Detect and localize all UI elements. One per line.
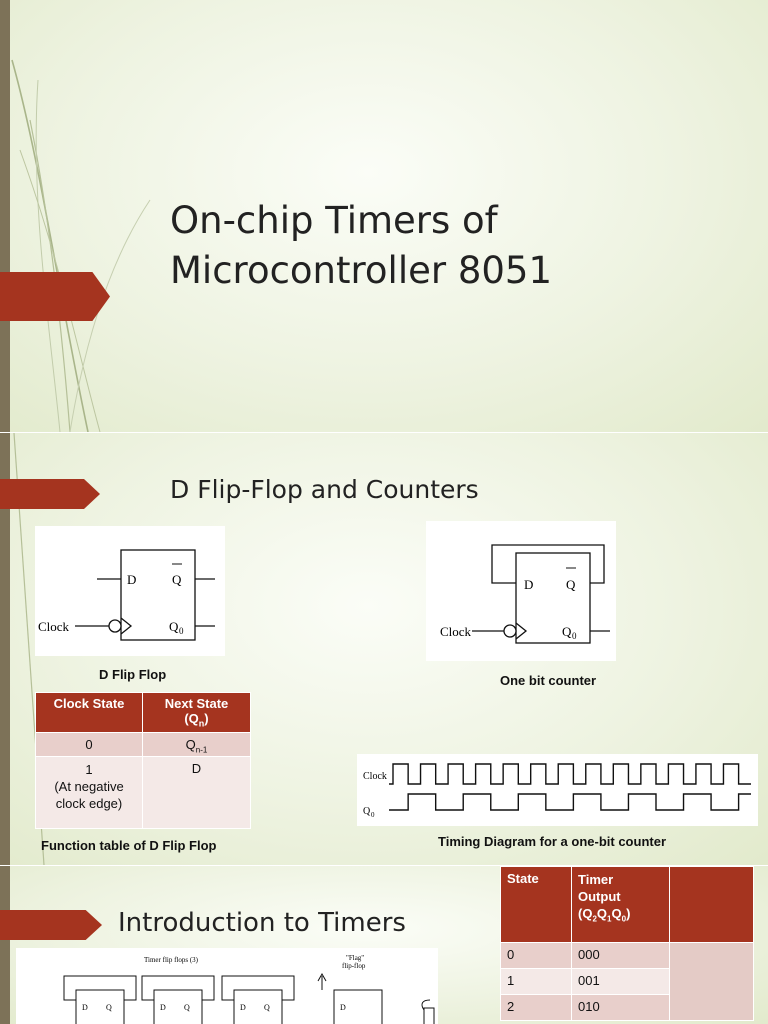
ft-row2-clock: 1 (At negative clock edge): [36, 757, 143, 829]
slide-title-line2: Microcontroller 8051: [170, 249, 553, 292]
st-header-output: Timer Output $(Q_2Q_1Q_0)$: [572, 867, 670, 943]
st-row-output: 001: [572, 969, 670, 995]
ff1-d: D: [82, 1003, 88, 1012]
counter-d-label: D: [524, 577, 534, 592]
st-row-extra: [670, 943, 754, 1021]
ff3-d: D: [240, 1003, 246, 1012]
timer-state-table: [500, 866, 754, 1021]
title-arrow-tab: [0, 272, 110, 321]
table-row: [501, 943, 754, 969]
timer-flip-flops-label: Timer flip flops (3): [144, 956, 198, 964]
st-row-state: 1: [501, 969, 572, 995]
ff2-d: D: [160, 1003, 166, 1012]
counter-q0-sub: 0: [572, 631, 577, 641]
dff-d-label: D: [127, 572, 137, 587]
dff-q0-sub: 0: [179, 626, 184, 636]
st-header-extra: [670, 867, 754, 943]
ft-header-next-state-line1: Next State: [164, 696, 229, 711]
ft-row1-clock: 0: [36, 733, 143, 757]
slide-title: [170, 196, 750, 296]
flag-label-line1: "Flag": [346, 954, 365, 962]
dff-q0-label: Q: [169, 619, 179, 634]
timing-clock-label: Clock: [363, 771, 387, 782]
ff1-q: Q: [106, 1003, 112, 1012]
slide-title: Introduction to Timers: [118, 908, 406, 938]
ft-row2-next: D: [143, 757, 251, 829]
ff3-q: Q: [264, 1003, 270, 1012]
title-arrow-tab: [0, 910, 102, 940]
clock-waveform: [389, 764, 751, 784]
st-row-state: 0: [501, 943, 572, 969]
st-row-output: 010: [572, 995, 670, 1021]
q0-waveform: [389, 794, 751, 810]
slide-title-line1: On-chip Timers of: [170, 199, 498, 242]
counter-q0-label: Q: [562, 624, 572, 639]
timing-caption: Timing Diagram for a one-bit counter: [438, 834, 667, 849]
table-row: [36, 733, 251, 757]
counter-clock-label: Clock: [440, 624, 472, 639]
dff-q-bar-label: Q: [172, 572, 182, 587]
ff2-q: Q: [184, 1003, 190, 1012]
timer-flipflops-figure: [16, 948, 438, 1024]
st-header-state: State: [501, 867, 572, 943]
counter-figure: [426, 521, 616, 661]
table-row: [36, 757, 251, 829]
st-row-output: 000: [572, 943, 670, 969]
dff-figure: [35, 526, 225, 656]
timing-q0-sub: 0: [371, 811, 375, 819]
slide-title: D Flip-Flop and Counters: [170, 475, 479, 504]
ft-row1-next: $Q_{n-1}$: [143, 733, 251, 757]
ft-header-next-state: [143, 693, 251, 733]
dff-caption: D Flip Flop: [99, 667, 167, 682]
title-arrow-tab: [0, 479, 100, 509]
dff-function-table: [35, 692, 251, 829]
ft-header-clock-state: Clock State: [36, 693, 143, 733]
timing-diagram: [357, 754, 758, 826]
title-slide: [0, 0, 768, 432]
function-table-caption: Function table of D Flip Flop: [41, 838, 217, 853]
counter-q-bar-label: Q: [566, 577, 576, 592]
dff-counters-slide: [0, 433, 768, 865]
counter-caption: One bit counter: [500, 673, 597, 688]
flag-label-line2: flip-flop: [342, 962, 366, 970]
ft-header-next-state-line2: $(Q_n)$: [184, 711, 209, 729]
timing-q0-label: Q: [363, 806, 371, 817]
dff-clock-label: Clock: [38, 619, 70, 634]
left-accent-bar: [0, 866, 10, 1024]
st-row-state: 2: [501, 995, 572, 1021]
flag-d: D: [340, 1003, 346, 1012]
intro-timers-slide: [0, 866, 768, 1024]
